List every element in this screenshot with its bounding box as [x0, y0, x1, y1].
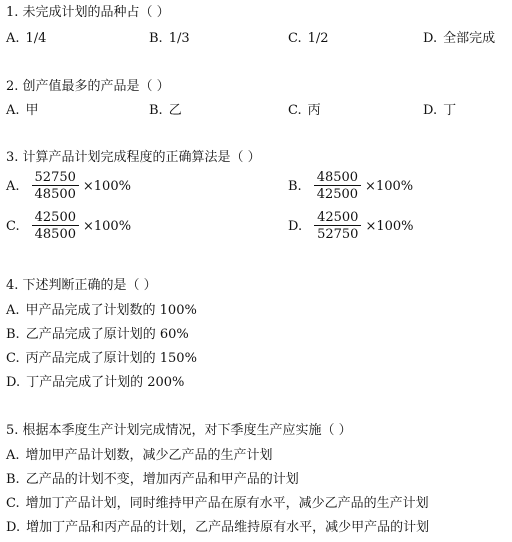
fraction	[32, 171, 79, 201]
question-1-title: 1. 未完成计划的品种占（ ）	[6, 5, 170, 20]
question-2-option-b[interactable]	[149, 103, 182, 119]
fraction-numerator: 42500	[314, 211, 361, 226]
option-text: 1/4	[25, 31, 47, 46]
question-3-option-d[interactable]	[288, 211, 414, 241]
option-text: 全部完成	[443, 31, 496, 46]
fraction-denominator: 52750	[317, 227, 359, 242]
option-text: 增加丁产品计划，同时维持甲产品在原有水平，减少乙产品的生产计划	[25, 496, 429, 511]
option-letter: B.	[149, 103, 163, 118]
option-letter: A.	[6, 31, 20, 46]
option-text: 增加甲产品计划数，减少乙产品的生产计划	[25, 448, 273, 463]
option-text: 丁	[443, 103, 457, 118]
option-letter: B.	[149, 31, 163, 46]
question-5-option-a[interactable]	[6, 448, 273, 464]
option-letter: C.	[288, 103, 302, 118]
question-4-option-a[interactable]	[6, 303, 197, 319]
option-text: 乙产品的计划不变，增加丙产品和甲产品的计划	[25, 472, 299, 487]
option-letter: A.	[6, 448, 20, 463]
option-text: 1/2	[307, 31, 329, 46]
option-letter: C.	[6, 351, 20, 366]
option-letter: A.	[6, 178, 20, 194]
question-4-option-b[interactable]	[6, 327, 189, 343]
option-text: 乙产品完成了原计划的 60%	[25, 327, 189, 342]
question-1-option-c[interactable]	[288, 31, 329, 47]
question-5-title: 5. 根据本季度生产计划完成情况，对下季度生产应实施（ ）	[6, 423, 352, 438]
question-4-option-d[interactable]	[6, 375, 184, 391]
option-letter: C.	[6, 496, 20, 511]
question-5-option-b[interactable]	[6, 472, 299, 488]
option-letter: C.	[6, 218, 20, 234]
option-text: 乙	[168, 103, 182, 118]
option-text: 甲产品完成了计划数的 100%	[25, 303, 197, 318]
question-2-option-a[interactable]	[6, 103, 39, 119]
question-3-title: 3. 计算产品计划完成程度的正确算法是（ ）	[6, 150, 261, 165]
option-text: 甲	[25, 103, 39, 118]
question-3-option-b[interactable]	[288, 171, 413, 201]
option-text: 丁产品完成了计划的 200%	[26, 375, 185, 390]
option-letter: D.	[423, 31, 438, 46]
fraction	[32, 211, 79, 241]
question-5-option-c[interactable]	[6, 496, 429, 512]
question-2-option-d[interactable]	[423, 103, 456, 119]
option-letter: D.	[423, 103, 438, 118]
option-letter: C.	[288, 31, 302, 46]
option-letter: B.	[288, 178, 302, 194]
option-letter: D.	[6, 375, 21, 390]
fraction-denominator: 42500	[316, 187, 359, 202]
option-text: 1/3	[168, 31, 190, 46]
question-3-option-c[interactable]	[6, 211, 131, 241]
option-letter: A.	[6, 103, 20, 118]
option-letter: A.	[6, 303, 20, 318]
option-letter: B.	[6, 327, 20, 342]
fraction-numerator: 52750	[32, 171, 79, 186]
question-5-option-d[interactable]	[6, 520, 429, 536]
question-2-option-c[interactable]	[288, 103, 321, 119]
fraction-numerator: 42500	[32, 211, 79, 226]
option-text: 丙产品完成了原计划的 150%	[25, 351, 197, 366]
fraction	[314, 171, 361, 201]
fraction-suffix: ×100%	[82, 178, 131, 194]
fraction-denominator: 48500	[34, 227, 76, 242]
option-letter: D.	[288, 218, 303, 234]
question-3-option-a[interactable]	[6, 171, 131, 201]
question-2-title: 2. 创产值最多的产品是（ ）	[6, 79, 170, 94]
fraction-suffix: ×100%	[82, 218, 132, 234]
fraction-numerator: 48500	[314, 171, 361, 186]
option-letter: B.	[6, 472, 20, 487]
question-4-option-c[interactable]	[6, 351, 197, 367]
fraction	[314, 211, 361, 241]
option-text: 增加丁产品和丙产品的计划，乙产品维持原有水平，减少甲产品的计划	[26, 520, 430, 535]
question-1-option-d[interactable]	[423, 31, 495, 47]
question-1-option-b[interactable]	[149, 31, 190, 47]
fraction-suffix: ×100%	[365, 178, 414, 194]
option-letter: D.	[6, 520, 21, 535]
question-1-option-a[interactable]	[6, 31, 46, 47]
option-text: 丙	[307, 103, 321, 118]
question-4-title: 4. 下述判断正确的是（ ）	[6, 278, 157, 293]
fraction-suffix: ×100%	[365, 218, 414, 234]
fraction-denominator: 48500	[34, 187, 76, 202]
